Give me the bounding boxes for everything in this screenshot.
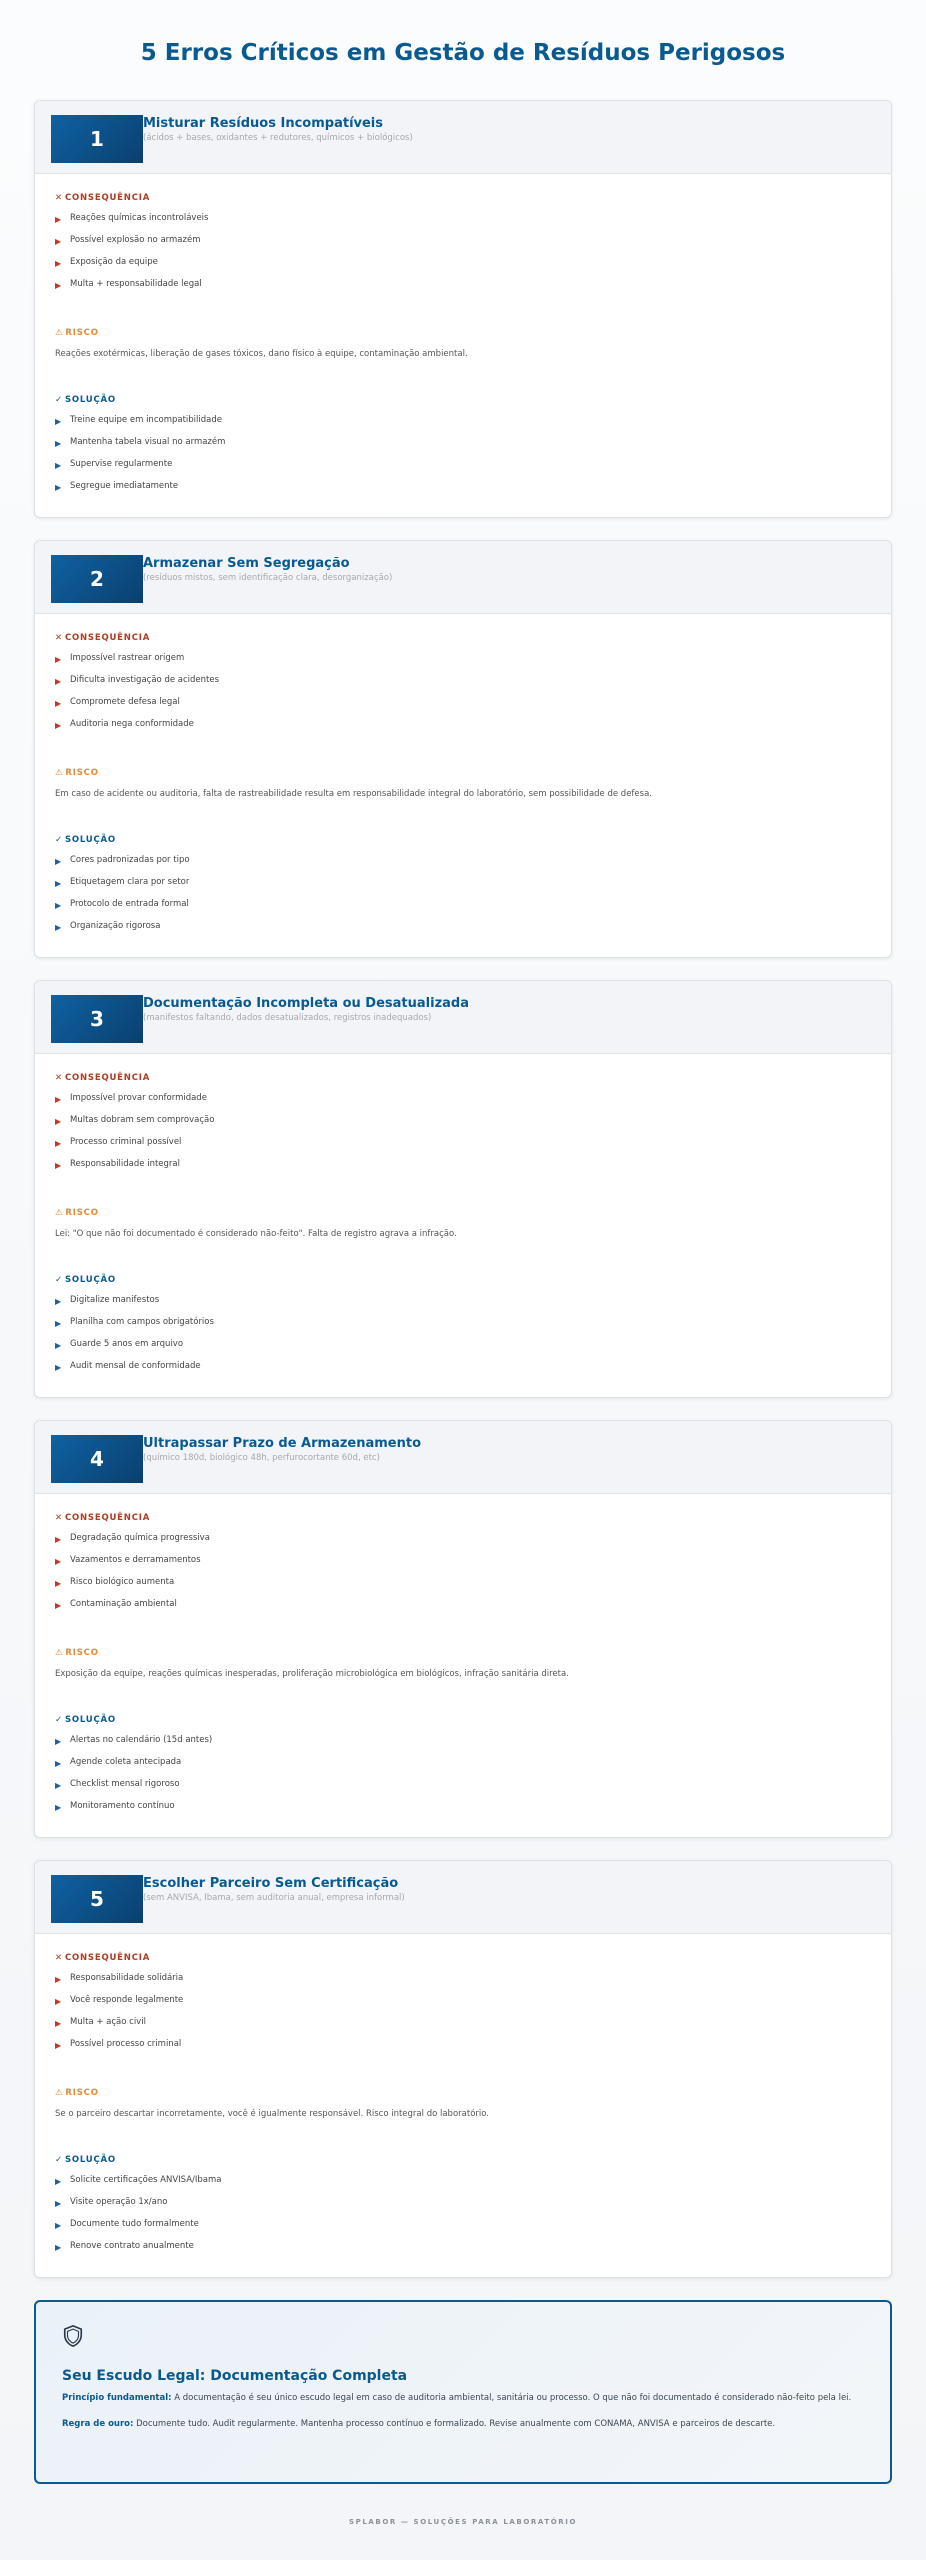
risk-text: Lei: "O que não foi documentado é considerado não-feito". Falta de registro agrava a infração.: [55, 1229, 457, 1239]
legal-principle: [62, 2390, 864, 2406]
card-heading: [143, 1875, 405, 1905]
check-icon: ✓: [55, 835, 63, 845]
consequence-text: Risco biológico aumenta: [70, 1577, 175, 1587]
consequence-list: [55, 1972, 871, 2060]
warning-icon: ⚠: [55, 1208, 64, 1218]
solution-label: [55, 1714, 871, 1726]
triangle-right-icon: ▶: [55, 1363, 62, 1372]
consequence-text: Multa + responsabilidade legal: [70, 279, 202, 289]
triangle-right-icon: ▶: [55, 259, 62, 268]
footer: SPLABOR — SOLUÇÕES PARA LABORATÓRIO: [348, 2518, 578, 2526]
error-subtitle: (sem ANVISA, Ibama, sem auditoria anual, empresa informal): [143, 1893, 405, 1903]
list-item: [55, 674, 871, 696]
error-subtitle: (ácidos + bases, oxidantes + redutores, químicos + biológicos): [143, 133, 413, 143]
triangle-right-icon: ▶: [55, 483, 62, 492]
consequence-text: Responsabilidade integral: [70, 1159, 180, 1169]
close-icon: ✕: [55, 1513, 63, 1523]
consequence-list: [55, 652, 871, 740]
solution-text: Renove contrato anualmente: [70, 2241, 194, 2251]
consequence-label-text: CONSEQUÊNCIA: [64, 1073, 151, 1083]
list-item: [55, 414, 871, 436]
triangle-right-icon: ▶: [55, 1601, 62, 1610]
list-item: [55, 1554, 871, 1576]
warning-icon: ⚠: [55, 2088, 64, 2098]
error-card-list: [34, 100, 892, 2278]
list-item: [55, 278, 871, 300]
error-title: Escolher Parceiro Sem Certificação: [143, 1876, 399, 1891]
triangle-right-icon: ▶: [55, 721, 62, 730]
triangle-right-icon: ▶: [55, 1095, 62, 1104]
list-item: [55, 1136, 871, 1158]
solution-text: Agende coleta antecipada: [70, 1757, 182, 1767]
check-icon: ✓: [55, 395, 63, 405]
solution-text: Documente tudo formalmente: [70, 2219, 199, 2229]
triangle-right-icon: ▶: [55, 1139, 62, 1148]
error-card: [34, 1420, 892, 1838]
solution-label: [55, 834, 871, 846]
consequence-label: [55, 192, 871, 204]
list-item: [55, 2038, 871, 2060]
spacer: [55, 1241, 871, 1274]
triangle-right-icon: ▶: [55, 923, 62, 932]
solution-text: Alertas no calendário (15d antes): [70, 1735, 213, 1745]
consequence-label: [55, 632, 871, 644]
legal-principle-text: A documentação é seu único escudo legal em caso de auditoria ambiental, sanitária ou processo. O que não foi documentado é considerado não-feito pela lei.: [174, 2393, 852, 2403]
triangle-right-icon: ▶: [55, 1319, 62, 1328]
legal-shield-box: [34, 2300, 892, 2484]
risk-text: Exposição da equipe, reações químicas inesperadas, proliferação microbiológica em biológicos, infração sanitária direta.: [55, 1669, 569, 1679]
triangle-right-icon: ▶: [55, 655, 62, 664]
list-item: [55, 2196, 871, 2218]
card-heading: [143, 555, 392, 585]
error-subtitle: (químico 180d, biológico 48h, perfurocortante 60d, etc): [143, 1453, 380, 1463]
consequence-text: Auditoria nega conformidade: [70, 719, 194, 729]
consequence-text: Contaminação ambiental: [70, 1599, 177, 1609]
close-icon: ✕: [55, 1953, 63, 1963]
spacer: [55, 1681, 871, 1714]
solution-text: Mantenha tabela visual no armazém: [70, 437, 226, 447]
solution-text: Etiquetagem clara por setor: [70, 877, 190, 887]
risk-label: [55, 767, 871, 779]
list-item: [55, 480, 871, 502]
error-card: [34, 540, 892, 958]
card-body: [35, 1494, 891, 1822]
risk-text: Em caso de acidente ou auditoria, falta de rastreabilidade resulta em responsabilidade integral do laboratório, sem possibilidade de defesa.: [55, 789, 652, 799]
consequence-text: Degradação química progressiva: [70, 1533, 210, 1543]
risk-text: Reações exotérmicas, liberação de gases tóxicos, dano físico à equipe, contaminação ambiental.: [55, 349, 468, 359]
list-item: [55, 1316, 871, 1338]
consequence-text: Impossível rastrear origem: [70, 653, 185, 663]
risk-label-text: RISCO: [65, 1208, 99, 1218]
card-heading: [143, 995, 469, 1025]
legal-rule-text: Documente tudo. Audit regularmente. Mantenha processo contínuo e formalizado. Revise anualmente com CONAMA, ANVISA e parceiros de descarte.: [136, 2419, 776, 2429]
risk-text: Se o parceiro descartar incorretamente, você é igualmente responsável. Risco integral do laboratório.: [55, 2109, 490, 2119]
card-body: [35, 1934, 891, 2262]
error-subtitle: (manifestos faltando, dados desatualizados, registros inadequados): [143, 1013, 432, 1023]
triangle-right-icon: ▶: [55, 1975, 62, 1984]
error-subtitle: (resíduos mistos, sem identificação clara, desorganização): [143, 573, 393, 583]
triangle-right-icon: ▶: [55, 2177, 62, 2186]
list-item: [55, 256, 871, 278]
warning-icon: ⚠: [55, 768, 64, 778]
solution-text: Visite operação 1x/ano: [70, 2197, 168, 2207]
list-item: [55, 436, 871, 458]
consequence-text: Exposição da equipe: [70, 257, 158, 267]
consequence-list: [55, 1092, 871, 1180]
check-icon: ✓: [55, 1275, 63, 1285]
triangle-right-icon: ▶: [55, 417, 62, 426]
risk-label: [55, 1647, 871, 1659]
triangle-right-icon: ▶: [55, 2019, 62, 2028]
list-item: [55, 696, 871, 718]
consequence-text: Reações químicas incontroláveis: [70, 213, 209, 223]
solution-list: [55, 854, 871, 942]
risk-label-text: RISCO: [65, 328, 99, 338]
solution-text: Cores padronizadas por tipo: [70, 855, 190, 865]
triangle-right-icon: ▶: [55, 1781, 62, 1790]
solution-label-text: SOLUÇÃO: [64, 2155, 116, 2165]
list-item: [55, 718, 871, 740]
list-item: [55, 1158, 871, 1180]
risk-label: [55, 327, 871, 339]
risk-label-text: RISCO: [65, 2088, 99, 2098]
triangle-right-icon: ▶: [55, 281, 62, 290]
solution-text: Treine equipe em incompatibilidade: [70, 415, 222, 425]
list-item: [55, 1092, 871, 1114]
triangle-right-icon: ▶: [55, 699, 62, 708]
list-item: [55, 1778, 871, 1800]
list-item: [55, 1360, 871, 1382]
card-header: [35, 541, 891, 614]
consequence-text: Processo criminal possível: [70, 1137, 182, 1147]
consequence-text: Compromete defesa legal: [70, 697, 180, 707]
consequence-text: Dificulta investigação de acidentes: [70, 675, 220, 685]
solution-label-text: SOLUÇÃO: [64, 395, 116, 405]
error-number-badge: 3: [51, 995, 143, 1043]
consequence-label-text: CONSEQUÊNCIA: [64, 633, 151, 643]
solution-text: Supervise regularmente: [70, 459, 173, 469]
error-title: Documentação Incompleta ou Desatualizada: [143, 996, 469, 1011]
consequence-text: Multas dobram sem comprovação: [70, 1115, 215, 1125]
risk-label-text: RISCO: [65, 768, 99, 778]
list-item: [55, 1972, 871, 1994]
solution-text: Digitalize manifestos: [70, 1295, 160, 1305]
solution-label-text: SOLUÇÃO: [64, 835, 116, 845]
list-item: [55, 1532, 871, 1554]
triangle-right-icon: ▶: [55, 901, 62, 910]
triangle-right-icon: ▶: [55, 1341, 62, 1350]
solution-list: [55, 414, 871, 502]
solution-text: Checklist mensal rigoroso: [70, 1779, 180, 1789]
risk-label-text: RISCO: [65, 1648, 99, 1658]
triangle-right-icon: ▶: [55, 2221, 62, 2230]
card-body: [35, 174, 891, 502]
spacer: [55, 361, 871, 394]
triangle-right-icon: ▶: [55, 1759, 62, 1768]
close-icon: ✕: [55, 193, 63, 203]
legal-rule-label: Regra de ouro:: [62, 2419, 134, 2429]
consequence-text: Impossível provar conformidade: [70, 1093, 207, 1103]
consequence-text: Multa + ação civil: [70, 2017, 146, 2027]
card-body: [35, 1054, 891, 1382]
risk-label: [55, 2087, 871, 2099]
card-header: [35, 1421, 891, 1494]
solution-label-text: SOLUÇÃO: [64, 1715, 116, 1725]
legal-principle-label: Princípio fundamental:: [62, 2393, 172, 2403]
list-item: [55, 854, 871, 876]
consequence-label: [55, 1512, 871, 1524]
error-title: Armazenar Sem Segregação: [143, 556, 350, 571]
solution-list: [55, 2174, 871, 2262]
consequence-list: [55, 1532, 871, 1620]
list-item: [55, 652, 871, 674]
card-header: [35, 1861, 891, 1934]
card-heading: [143, 1435, 421, 1465]
close-icon: ✕: [55, 1073, 63, 1083]
triangle-right-icon: ▶: [55, 2041, 62, 2050]
list-item: [55, 1598, 871, 1620]
warning-icon: ⚠: [55, 328, 64, 338]
list-item: [55, 458, 871, 480]
consequence-label-text: CONSEQUÊNCIA: [64, 1513, 151, 1523]
triangle-right-icon: ▶: [55, 857, 62, 866]
error-card: [34, 980, 892, 1398]
list-item: [55, 876, 871, 898]
triangle-right-icon: ▶: [55, 439, 62, 448]
spacer: [55, 801, 871, 834]
solution-label-text: SOLUÇÃO: [64, 1275, 116, 1285]
consequence-text: Possível explosão no armazém: [70, 235, 201, 245]
error-number-badge: 1: [51, 115, 143, 163]
list-item: [55, 1994, 871, 2016]
list-item: [55, 898, 871, 920]
legal-title: Seu Escudo Legal: Documentação Completa: [62, 2368, 408, 2384]
list-item: [55, 1294, 871, 1316]
solution-list: [55, 1294, 871, 1382]
triangle-right-icon: ▶: [55, 677, 62, 686]
list-item: [55, 1734, 871, 1756]
consequence-text: Você responde legalmente: [70, 1995, 184, 2005]
list-item: [55, 2240, 871, 2262]
solution-text: Segregue imediatamente: [70, 481, 179, 491]
triangle-right-icon: ▶: [55, 1535, 62, 1544]
triangle-right-icon: ▶: [55, 1737, 62, 1746]
triangle-right-icon: ▶: [55, 1297, 62, 1306]
triangle-right-icon: ▶: [55, 2199, 62, 2208]
triangle-right-icon: ▶: [55, 237, 62, 246]
list-item: [55, 234, 871, 256]
solution-text: Guarde 5 anos em arquivo: [70, 1339, 184, 1349]
triangle-right-icon: ▶: [55, 1579, 62, 1588]
solution-label: [55, 394, 871, 406]
spacer: [55, 2060, 871, 2087]
solution-text: Planilha com campos obrigatórios: [70, 1317, 214, 1327]
check-icon: ✓: [55, 2155, 63, 2165]
consequence-label: [55, 1072, 871, 1084]
spacer: [55, 300, 871, 327]
error-number-badge: 4: [51, 1435, 143, 1483]
card-header: [35, 101, 891, 174]
triangle-right-icon: ▶: [55, 879, 62, 888]
triangle-right-icon: ▶: [55, 2243, 62, 2252]
list-item: [55, 2174, 871, 2196]
consequence-text: Responsabilidade solidária: [70, 1973, 184, 1983]
card-header: [35, 981, 891, 1054]
shield-icon: [62, 2324, 84, 2348]
consequence-text: Vazamentos e derramamentos: [70, 1555, 201, 1565]
list-item: [55, 2218, 871, 2240]
solution-text: Solicite certificações ANVISA/Ibama: [70, 2175, 222, 2185]
triangle-right-icon: ▶: [55, 1557, 62, 1566]
close-icon: ✕: [55, 633, 63, 643]
list-item: [55, 920, 871, 942]
risk-label: [55, 1207, 871, 1219]
triangle-right-icon: ▶: [55, 1803, 62, 1812]
list-item: [55, 1756, 871, 1778]
solution-text: Audit mensal de conformidade: [70, 1361, 201, 1371]
error-card: [34, 1860, 892, 2278]
legal-rule: [62, 2416, 864, 2432]
solution-text: Organização rigorosa: [70, 921, 161, 931]
triangle-right-icon: ▶: [55, 1161, 62, 1170]
spacer: [55, 1620, 871, 1647]
triangle-right-icon: ▶: [55, 1117, 62, 1126]
solution-text: Monitoramento contínuo: [70, 1801, 175, 1811]
consequence-label: [55, 1952, 871, 1964]
error-title: Ultrapassar Prazo de Armazenamento: [143, 1436, 422, 1451]
error-number-badge: 2: [51, 555, 143, 603]
consequence-list: [55, 212, 871, 300]
check-icon: ✓: [55, 1715, 63, 1725]
error-card: [34, 100, 892, 518]
list-item: [55, 212, 871, 234]
solution-text: Protocolo de entrada formal: [70, 899, 189, 909]
warning-icon: ⚠: [55, 1648, 64, 1658]
consequence-text: Possível processo criminal: [70, 2039, 182, 2049]
solution-label: [55, 1274, 871, 1286]
solution-list: [55, 1734, 871, 1822]
list-item: [55, 1800, 871, 1822]
triangle-right-icon: ▶: [55, 1997, 62, 2006]
list-item: [55, 1114, 871, 1136]
consequence-label-text: CONSEQUÊNCIA: [64, 1953, 151, 1963]
card-heading: [143, 115, 413, 145]
solution-label: [55, 2154, 871, 2166]
triangle-right-icon: ▶: [55, 215, 62, 224]
card-body: [35, 614, 891, 942]
list-item: [55, 1338, 871, 1360]
spacer: [55, 2121, 871, 2154]
spacer: [55, 1180, 871, 1207]
error-number-badge: 5: [51, 1875, 143, 1923]
spacer: [55, 740, 871, 767]
consequence-label-text: CONSEQUÊNCIA: [64, 193, 151, 203]
list-item: [55, 2016, 871, 2038]
list-item: [55, 1576, 871, 1598]
triangle-right-icon: ▶: [55, 461, 62, 470]
error-title: Misturar Resíduos Incompatíveis: [143, 116, 384, 131]
page-title: 5 Erros Críticos em Gestão de Resíduos Perigosos: [140, 40, 786, 66]
